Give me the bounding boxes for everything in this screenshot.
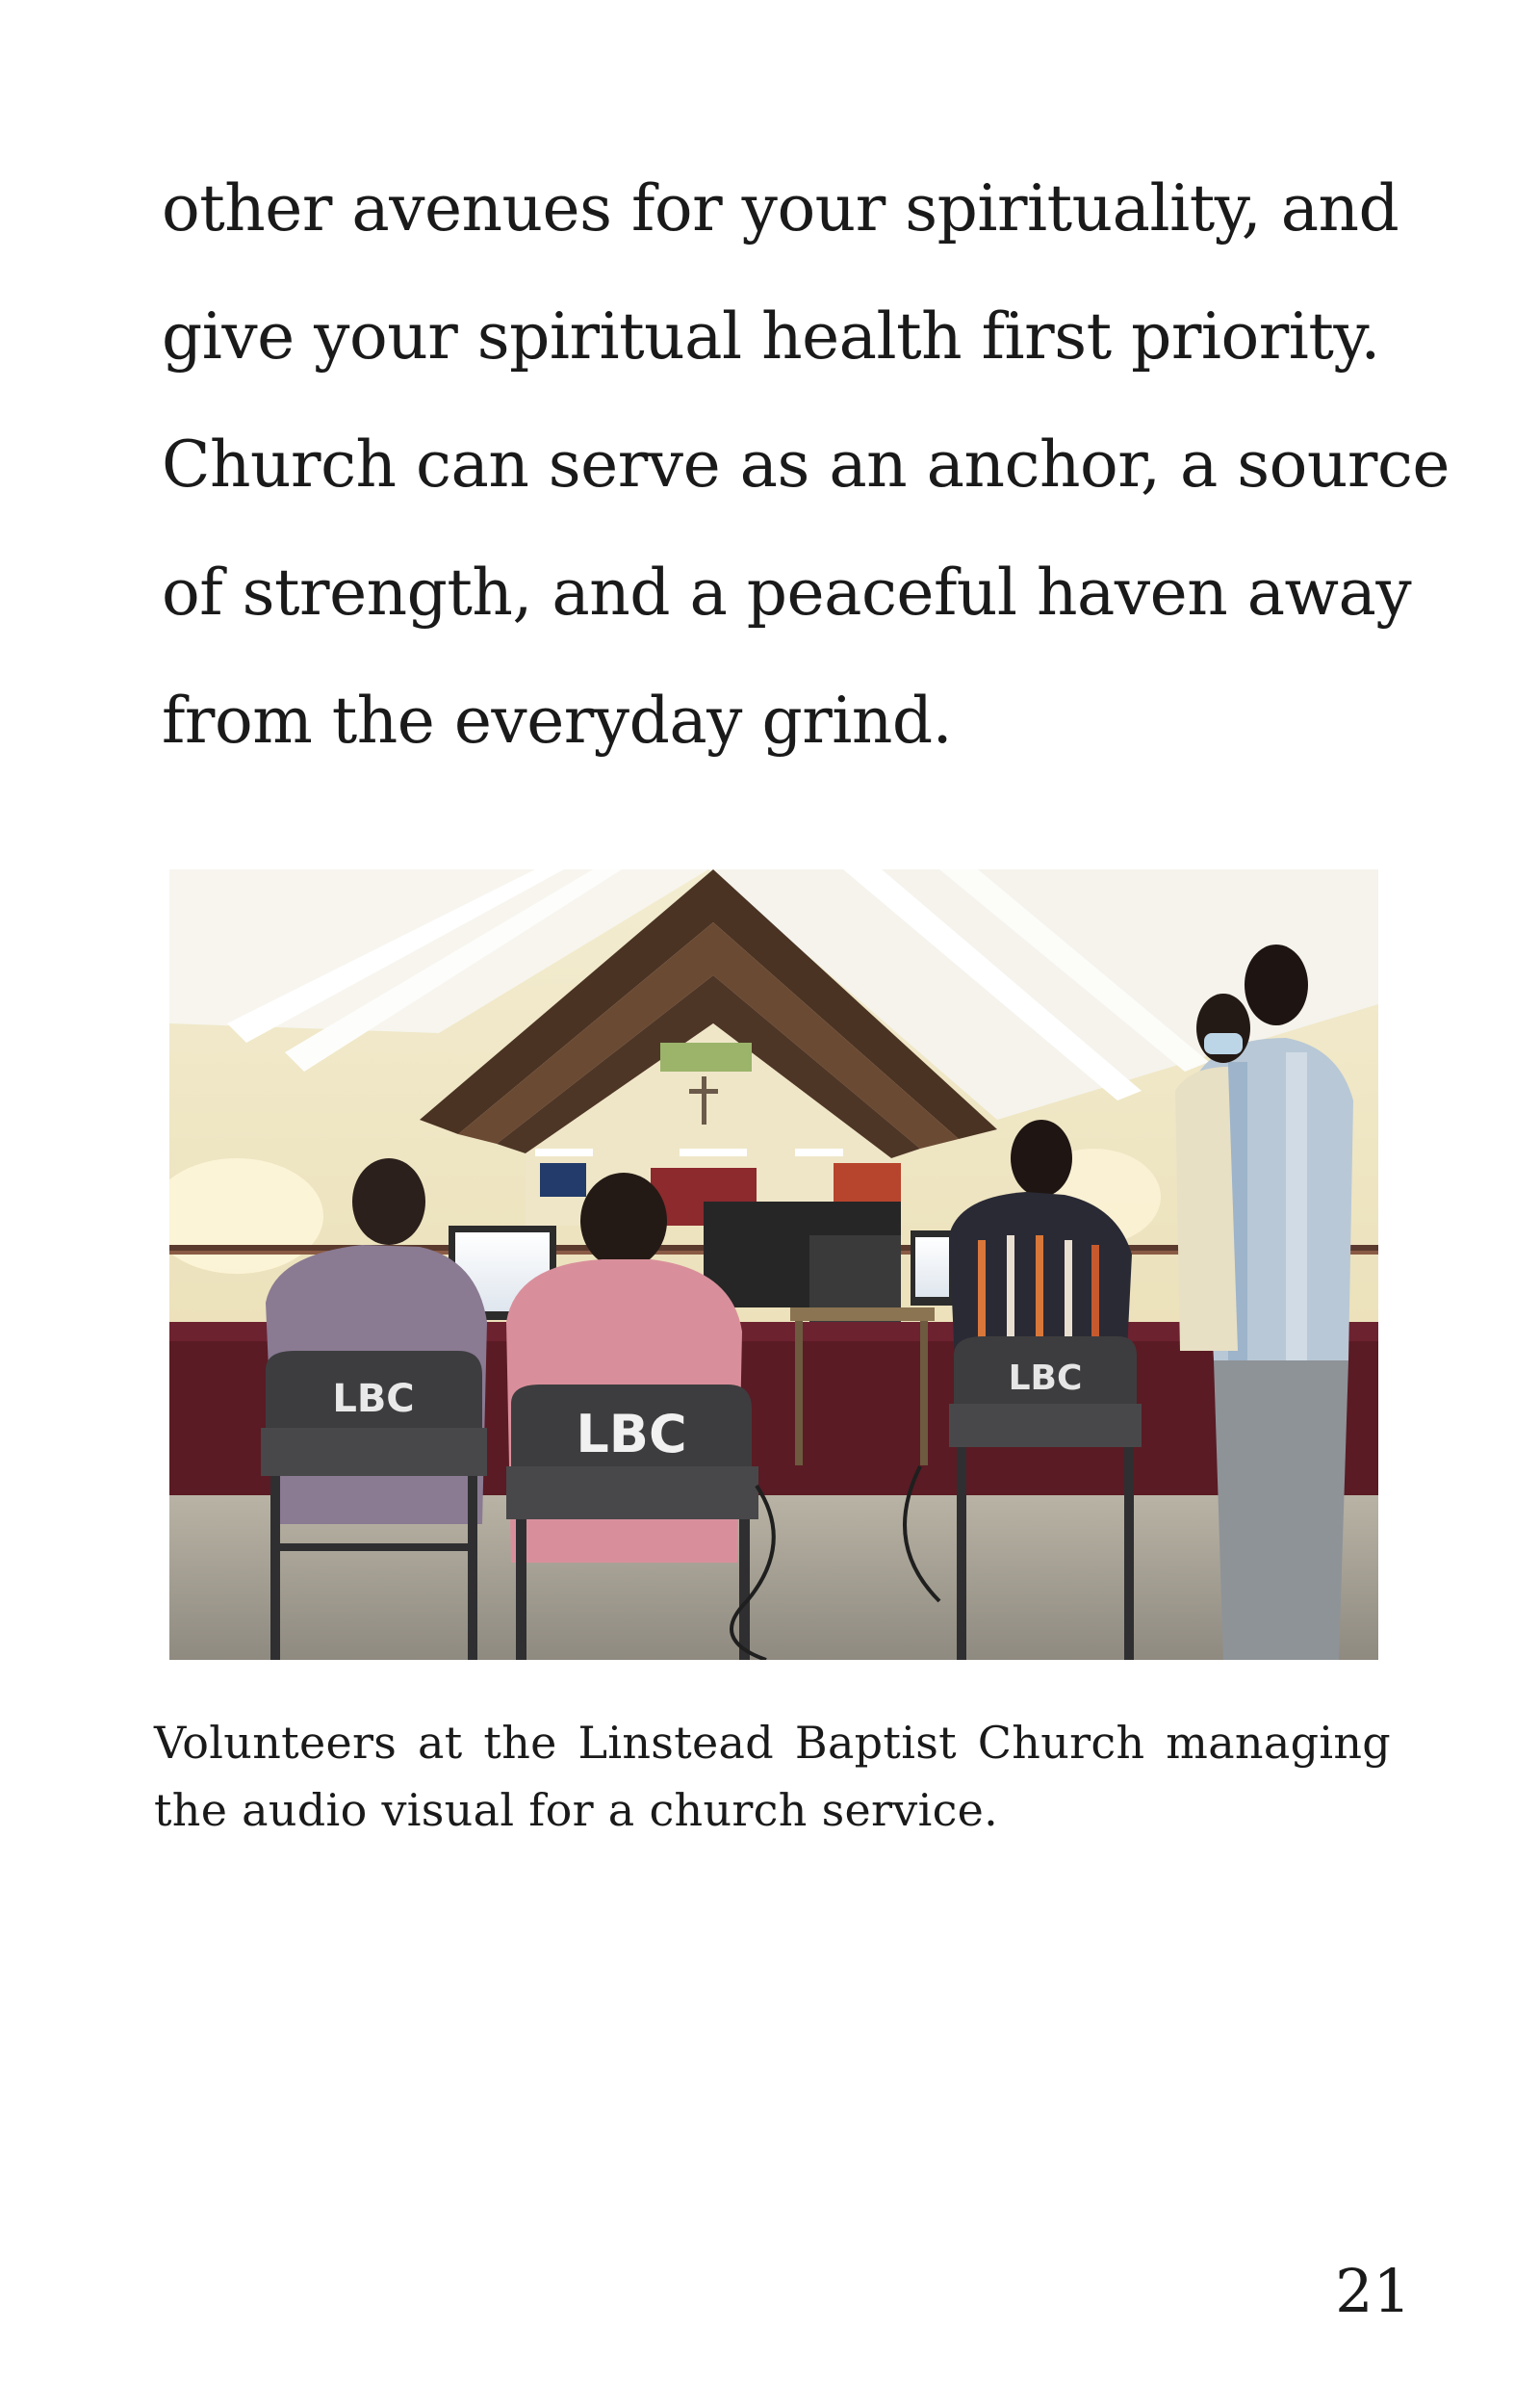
chair-label-3: LBC — [1008, 1359, 1083, 1398]
body-line: Church can serve as an anchor, a source — [162, 427, 1450, 502]
body-line: give your spiritual health first priority. — [162, 299, 1380, 374]
photo-caption: Volunteers at the Linstead Baptist Church managing the audio visual for a church service. — [154, 1717, 1391, 1836]
church-volunteers-photo — [169, 869, 1378, 1660]
body-line: other avenues for your spirituality, and — [162, 171, 1399, 246]
chair-label-1: LBC — [332, 1377, 415, 1421]
chair-label-2: LBC — [576, 1404, 687, 1464]
body-line: of strength, and a peaceful haven away — [162, 556, 1412, 630]
body-paragraph — [162, 144, 1450, 785]
page-number: 21 — [1335, 2256, 1411, 2326]
body-line: from the everyday grind. — [162, 684, 953, 758]
